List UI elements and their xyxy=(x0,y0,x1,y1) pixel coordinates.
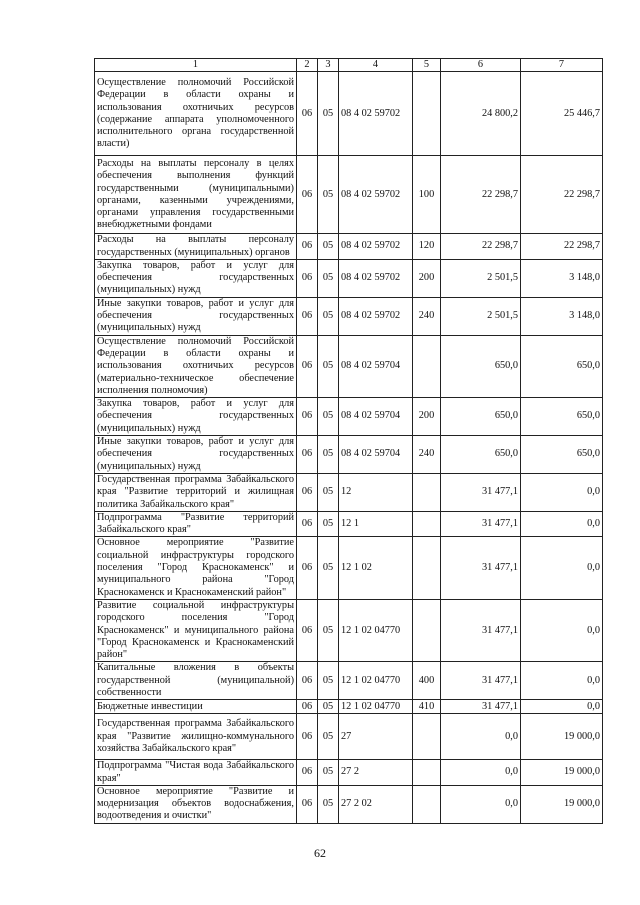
row-amount-year1: 22 298,7 xyxy=(441,156,521,234)
row-subsection-code: 05 xyxy=(318,662,339,700)
row-target-article: 08 4 02 59702 xyxy=(339,72,413,156)
row-amount-year1: 31 477,1 xyxy=(441,700,521,714)
row-section-code: 06 xyxy=(297,473,318,511)
row-target-article: 12 1 02 04770 xyxy=(339,700,413,714)
row-section-code: 06 xyxy=(297,335,318,397)
row-amount-year1: 31 477,1 xyxy=(441,473,521,511)
row-target-article: 12 1 02 04770 xyxy=(339,599,413,661)
row-amount-year2: 25 446,7 xyxy=(521,72,603,156)
table-row xyxy=(95,297,603,335)
row-subsection-code: 05 xyxy=(318,760,339,786)
row-target-article: 12 1 02 04770 xyxy=(339,662,413,700)
row-target-article: 27 xyxy=(339,714,413,760)
row-subsection-code: 05 xyxy=(318,785,339,823)
row-section-code: 06 xyxy=(297,760,318,786)
row-section-code: 06 xyxy=(297,700,318,714)
table-row xyxy=(95,785,603,823)
row-subsection-code: 05 xyxy=(318,297,339,335)
row-amount-year2: 3 148,0 xyxy=(521,297,603,335)
row-section-code: 06 xyxy=(297,436,318,474)
row-target-article: 12 xyxy=(339,473,413,511)
row-subsection-code: 05 xyxy=(318,599,339,661)
row-description: Осуществление полномочий Российской Федерации в области охраны и использования охотничьих ресурсов (содержание аппарата уполномоченного исполнительного органа государственной власти) xyxy=(95,72,297,156)
row-target-article: 27 2 02 xyxy=(339,785,413,823)
row-amount-year2: 19 000,0 xyxy=(521,785,603,823)
row-description: Закупка товаров, работ и услуг для обеспечения государственных (муниципальных) нужд xyxy=(95,259,297,297)
row-amount-year2: 0,0 xyxy=(521,662,603,700)
row-subsection-code: 05 xyxy=(318,259,339,297)
row-expense-type xyxy=(413,335,441,397)
row-subsection-code: 05 xyxy=(318,156,339,234)
row-amount-year2: 0,0 xyxy=(521,511,603,537)
row-target-article: 12 1 xyxy=(339,511,413,537)
table-row xyxy=(95,537,603,599)
row-expense-type: 410 xyxy=(413,700,441,714)
row-amount-year2: 650,0 xyxy=(521,436,603,474)
row-section-code: 06 xyxy=(297,72,318,156)
table-row xyxy=(95,72,603,156)
row-expense-type: 240 xyxy=(413,436,441,474)
row-amount-year2: 650,0 xyxy=(521,335,603,397)
row-amount-year1: 22 298,7 xyxy=(441,234,521,260)
row-description: Иные закупки товаров, работ и услуг для обеспечения государственных (муниципальных) нужд xyxy=(95,297,297,335)
row-amount-year2: 3 148,0 xyxy=(521,259,603,297)
budget-table xyxy=(94,58,603,824)
row-subsection-code: 05 xyxy=(318,473,339,511)
row-description: Подпрограмма "Развитие территорий Забайкальского края" xyxy=(95,511,297,537)
row-description: Государственная программа Забайкальского края "Развитие жилищно-коммунального хозяйства Забайкальского края" xyxy=(95,714,297,760)
table-row xyxy=(95,259,603,297)
table-row xyxy=(95,156,603,234)
row-description: Капитальные вложения в объекты государственной (муниципальной) собственности xyxy=(95,662,297,700)
row-description: Расходы на выплаты персоналу в целях обеспечения выполнения функций государственными (муниципальными) органами, казенными учреждениями, органами управления государственными внебюджетными фондами xyxy=(95,156,297,234)
row-amount-year1: 31 477,1 xyxy=(441,511,521,537)
row-description: Развитие социальной инфраструктуры городского поселения "Город Краснокаменск" и муниципального района "Город Краснокаменск и Краснокаменский район" xyxy=(95,599,297,661)
column-header-1: 1 xyxy=(95,59,297,72)
row-description: Основное мероприятие "Развитие и модернизация объектов водоснабжения, водоотведения и очистки" xyxy=(95,785,297,823)
row-section-code: 06 xyxy=(297,156,318,234)
row-target-article: 12 1 02 xyxy=(339,537,413,599)
row-subsection-code: 05 xyxy=(318,335,339,397)
table-row xyxy=(95,398,603,436)
row-section-code: 06 xyxy=(297,785,318,823)
row-amount-year2: 0,0 xyxy=(521,599,603,661)
column-header-4: 4 xyxy=(339,59,413,72)
row-amount-year1: 0,0 xyxy=(441,714,521,760)
row-expense-type: 240 xyxy=(413,297,441,335)
row-target-article: 27 2 xyxy=(339,760,413,786)
row-subsection-code: 05 xyxy=(318,72,339,156)
table-row xyxy=(95,662,603,700)
row-description: Осуществление полномочий Российской Федерации в области охраны и использования охотничьих ресурсов (материально-техническое обеспечение исполнения полномочия) xyxy=(95,335,297,397)
row-amount-year2: 22 298,7 xyxy=(521,234,603,260)
row-amount-year2: 19 000,0 xyxy=(521,760,603,786)
row-expense-type xyxy=(413,785,441,823)
row-target-article: 08 4 02 59704 xyxy=(339,398,413,436)
row-subsection-code: 05 xyxy=(318,714,339,760)
row-amount-year1: 31 477,1 xyxy=(441,537,521,599)
table-row xyxy=(95,436,603,474)
column-header-5: 5 xyxy=(413,59,441,72)
row-amount-year1: 0,0 xyxy=(441,760,521,786)
row-target-article: 08 4 02 59702 xyxy=(339,259,413,297)
table-row xyxy=(95,511,603,537)
row-description: Закупка товаров, работ и услуг для обеспечения государственных (муниципальных) нужд xyxy=(95,398,297,436)
row-expense-type xyxy=(413,714,441,760)
row-expense-type xyxy=(413,537,441,599)
row-section-code: 06 xyxy=(297,259,318,297)
row-expense-type xyxy=(413,599,441,661)
row-section-code: 06 xyxy=(297,398,318,436)
row-amount-year2: 0,0 xyxy=(521,473,603,511)
table-row xyxy=(95,714,603,760)
row-expense-type xyxy=(413,760,441,786)
row-subsection-code: 05 xyxy=(318,537,339,599)
row-subsection-code: 05 xyxy=(318,436,339,474)
row-amount-year2: 0,0 xyxy=(521,537,603,599)
column-header-7: 7 xyxy=(521,59,603,72)
table-row xyxy=(95,700,603,714)
column-header-3: 3 xyxy=(318,59,339,72)
row-amount-year2: 650,0 xyxy=(521,398,603,436)
row-amount-year1: 650,0 xyxy=(441,398,521,436)
row-section-code: 06 xyxy=(297,662,318,700)
row-amount-year1: 2 501,5 xyxy=(441,297,521,335)
row-expense-type xyxy=(413,511,441,537)
row-amount-year1: 650,0 xyxy=(441,436,521,474)
row-amount-year1: 31 477,1 xyxy=(441,662,521,700)
column-header-2: 2 xyxy=(297,59,318,72)
row-expense-type xyxy=(413,72,441,156)
row-target-article: 08 4 02 59704 xyxy=(339,335,413,397)
row-description: Подпрограмма "Чистая вода Забайкальского края" xyxy=(95,760,297,786)
row-amount-year1: 650,0 xyxy=(441,335,521,397)
row-expense-type: 200 xyxy=(413,398,441,436)
row-section-code: 06 xyxy=(297,599,318,661)
row-description: Бюджетные инвестиции xyxy=(95,700,297,714)
row-section-code: 06 xyxy=(297,537,318,599)
table-row xyxy=(95,234,603,260)
row-expense-type: 200 xyxy=(413,259,441,297)
row-amount-year1: 0,0 xyxy=(441,785,521,823)
table-row xyxy=(95,760,603,786)
row-section-code: 06 xyxy=(297,297,318,335)
row-target-article: 08 4 02 59702 xyxy=(339,156,413,234)
row-expense-type: 100 xyxy=(413,156,441,234)
row-amount-year1: 31 477,1 xyxy=(441,599,521,661)
row-description: Иные закупки товаров, работ и услуг для обеспечения государственных (муниципальных) нужд xyxy=(95,436,297,474)
table-row xyxy=(95,335,603,397)
row-amount-year1: 24 800,2 xyxy=(441,72,521,156)
row-expense-type: 120 xyxy=(413,234,441,260)
row-amount-year1: 2 501,5 xyxy=(441,259,521,297)
row-section-code: 06 xyxy=(297,714,318,760)
column-header-6: 6 xyxy=(441,59,521,72)
page-number: 62 xyxy=(314,846,326,860)
row-subsection-code: 05 xyxy=(318,511,339,537)
table-row xyxy=(95,473,603,511)
row-subsection-code: 05 xyxy=(318,700,339,714)
header-row xyxy=(95,59,603,72)
row-description: Расходы на выплаты персоналу государственных (муниципальных) органов xyxy=(95,234,297,260)
row-subsection-code: 05 xyxy=(318,398,339,436)
row-target-article: 08 4 02 59702 xyxy=(339,297,413,335)
row-expense-type: 400 xyxy=(413,662,441,700)
row-section-code: 06 xyxy=(297,511,318,537)
row-subsection-code: 05 xyxy=(318,234,339,260)
row-target-article: 08 4 02 59704 xyxy=(339,436,413,474)
row-amount-year2: 0,0 xyxy=(521,700,603,714)
row-amount-year2: 22 298,7 xyxy=(521,156,603,234)
row-description: Государственная программа Забайкальского края "Развитие территорий и жилищная политика Забайкальского края" xyxy=(95,473,297,511)
table-row xyxy=(95,599,603,661)
row-section-code: 06 xyxy=(297,234,318,260)
row-amount-year2: 19 000,0 xyxy=(521,714,603,760)
row-description: Основное мероприятие "Развитие социальной инфраструктуры городского поселения "Город Краснокаменск" и муниципального района "Город Краснокаменск и Краснокаменский район" xyxy=(95,537,297,599)
row-expense-type xyxy=(413,473,441,511)
row-target-article: 08 4 02 59702 xyxy=(339,234,413,260)
